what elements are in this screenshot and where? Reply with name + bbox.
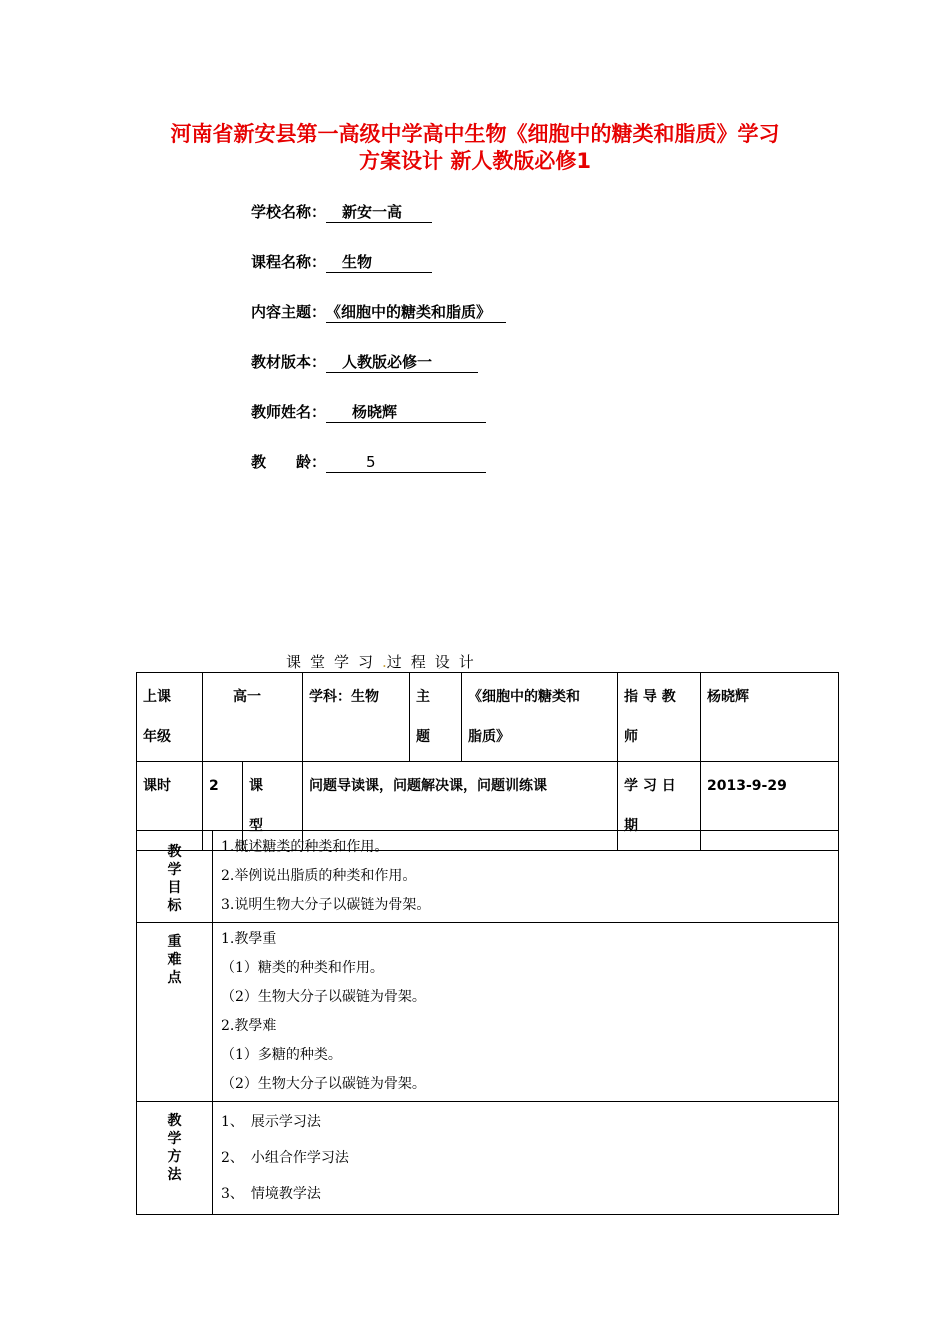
- cell-period-label: 课时: [137, 762, 203, 851]
- info-course: [251, 252, 432, 274]
- info-label: 教师姓名：: [251, 403, 327, 421]
- info-value: 新安一高: [326, 202, 432, 223]
- info-topic: [251, 302, 506, 324]
- info-value: 5: [326, 452, 486, 473]
- info-teacher: [251, 402, 486, 424]
- cell-type-label: 课 型: [243, 762, 303, 851]
- cell-grade-value: 高一: [203, 673, 303, 762]
- info-label: 内容主题：: [251, 303, 327, 321]
- methods-content: 1、 展示学习法 2、 小组合作学习法 3、 情境教学法: [213, 1102, 839, 1215]
- table-row-goals: [137, 831, 839, 923]
- title-line-2: 方案设计 新人教版必修1: [359, 149, 591, 173]
- info-years: [251, 452, 486, 474]
- cell-type-value: 问题导读课，问题解决课，问题训练课: [303, 762, 618, 851]
- info-label: 教材版本：: [251, 353, 327, 371]
- key-points-content: 1.教學重 （1）糖类的种类和作用。 （2）生物大分子以碳链为骨架。 2.教學难 （1）多糖的种类。 （2）生物大分子以碳链为骨架。: [213, 923, 839, 1102]
- goals-header: 教 学 目 标: [137, 831, 213, 923]
- info-label: 教 龄：: [251, 453, 327, 471]
- goals-content: 1.概述糖类的种类和作用。 2.举例说出脂质的种类和作用。 3.说明生物大分子以碳链为骨架。: [213, 831, 839, 923]
- info-value: 生物: [326, 252, 432, 273]
- cell-topic-label: 主 题: [410, 673, 462, 762]
- cell-grade-label: 上课 年级: [137, 673, 203, 762]
- document-title: [100, 121, 850, 175]
- cell-subject: 学科：生物: [303, 673, 410, 762]
- info-value: 《细胞中的糖类和脂质》: [326, 302, 506, 323]
- cell-teacher-label: 指 导 教 师: [618, 673, 701, 762]
- methods-header: 教 学 方 法: [137, 1102, 213, 1215]
- table-row: [137, 673, 839, 762]
- section-title-dot: .: [382, 653, 387, 671]
- info-school: [251, 202, 432, 224]
- title-line-1: 河南省新安县第一高级中学高中生物《细胞中的糖类和脂质》学习: [170, 122, 780, 146]
- info-value: 杨晓辉: [326, 402, 486, 423]
- info-edition: [251, 352, 478, 374]
- cell-date-label: 学 习 日 期: [618, 762, 701, 851]
- info-label: 课程名称：: [251, 253, 327, 271]
- table-row-key-points: [137, 923, 839, 1102]
- cell-date-value: 2013-9-29: [701, 762, 839, 851]
- cell-topic-value: 《细胞中的糖类和 脂质》: [462, 673, 618, 762]
- teaching-design-table: [136, 830, 839, 1215]
- cell-teacher-value: 杨晓辉: [701, 673, 839, 762]
- info-value: 人教版必修一: [326, 352, 478, 373]
- table-row-methods: [137, 1102, 839, 1215]
- key-points-header: 重 难 点: [137, 923, 213, 1102]
- lesson-info-table: [136, 672, 839, 851]
- section-title: 课堂学习.过程设计: [286, 653, 483, 671]
- cell-period-value: 2: [203, 762, 243, 851]
- info-label: 学校名称：: [251, 203, 327, 221]
